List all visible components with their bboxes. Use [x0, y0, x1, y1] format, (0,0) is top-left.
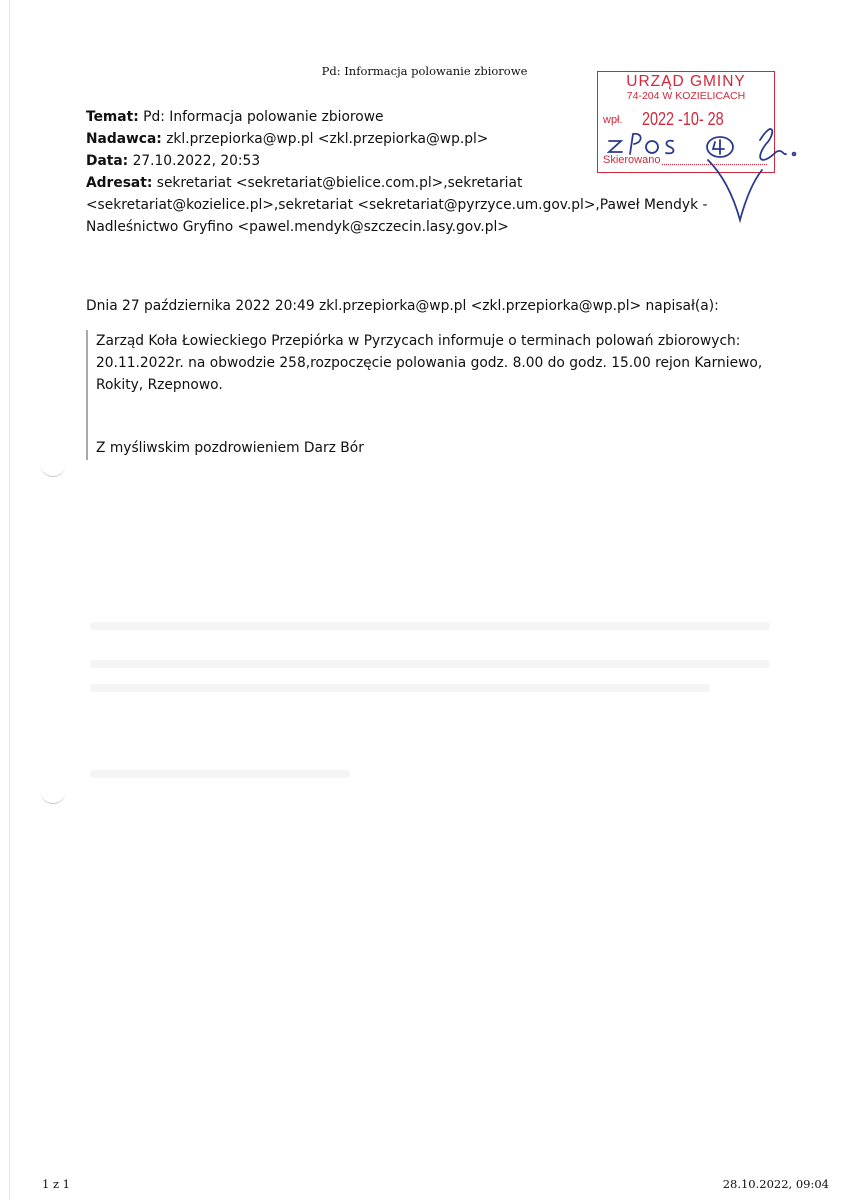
- handwritten-annotation-icon: [590, 120, 810, 240]
- quoted-signature: Z myśliwskim pozdrowieniem Darz Bór: [96, 440, 364, 456]
- page-number: 1 z 1: [42, 1177, 71, 1191]
- stamp-received-label: wpł.: [603, 114, 623, 126]
- recipient-label: Adresat:: [86, 175, 153, 191]
- show-through-artifact: [90, 660, 770, 668]
- recipient-value: sekretariat <sekretariat@bielice.com.pl>,sekretariat <sekretariat@kozielice.pl>,sekretariat <sekretariat@pyrzyce.um.gov.pl>,Paweł Mendyk - Nadleśnictwo Gryfino <pawel.mendyk@szczecin.lasy.gov.pl>: [86, 175, 708, 235]
- print-timestamp: 28.10.2022, 09:04: [722, 1177, 829, 1191]
- stamp-forwarded-label: Skierowano: [603, 154, 661, 166]
- stamp-received-date: 2022 -10- 28: [642, 109, 724, 129]
- sender-label: Nadawca:: [86, 131, 162, 147]
- quoted-message: [86, 330, 786, 460]
- sender-row: [86, 128, 626, 150]
- sender-value: zkl.przepiorka@wp.pl <zkl.przepiorka@wp.pl>: [166, 131, 489, 147]
- punch-hole-mark: [40, 787, 66, 804]
- print-header: Pd: Informacja polowanie zbiorowe: [321, 64, 528, 78]
- stamp-title: URZĄD GMINY: [626, 73, 746, 90]
- quote-intro: Dnia 27 października 2022 20:49 zkl.przepiorka@wp.pl <zkl.przepiorka@wp.pl> napisał(a):: [86, 298, 719, 314]
- date-value: 27.10.2022, 20:53: [132, 153, 261, 169]
- show-through-artifact: [90, 684, 710, 692]
- subject-label: Temat:: [86, 109, 139, 125]
- quoted-paragraph: Zarząd Koła Łowieckiego Przepiórka w Pyrzycach informuje o terminach polowań zbiorowych: 20.11.2022r. na obwodzie 258,rozpoczęcie polowania godz. 8.00 do godz. 15.00 rejon Karniewo, Rokity, Rzepnowo.: [96, 333, 763, 393]
- punch-hole-mark: [40, 460, 66, 477]
- show-through-artifact: [90, 622, 770, 630]
- date-row: [86, 150, 626, 172]
- show-through-artifact: [90, 770, 350, 778]
- scan-edge: [9, 0, 10, 1200]
- subject-value: Pd: Informacja polowanie zbiorowe: [143, 109, 384, 125]
- stamp-subtitle: 74-204 W KOZIELICACH: [626, 90, 746, 102]
- email-metadata: [86, 106, 626, 172]
- date-label: Data:: [86, 153, 129, 169]
- subject-row: [86, 106, 626, 128]
